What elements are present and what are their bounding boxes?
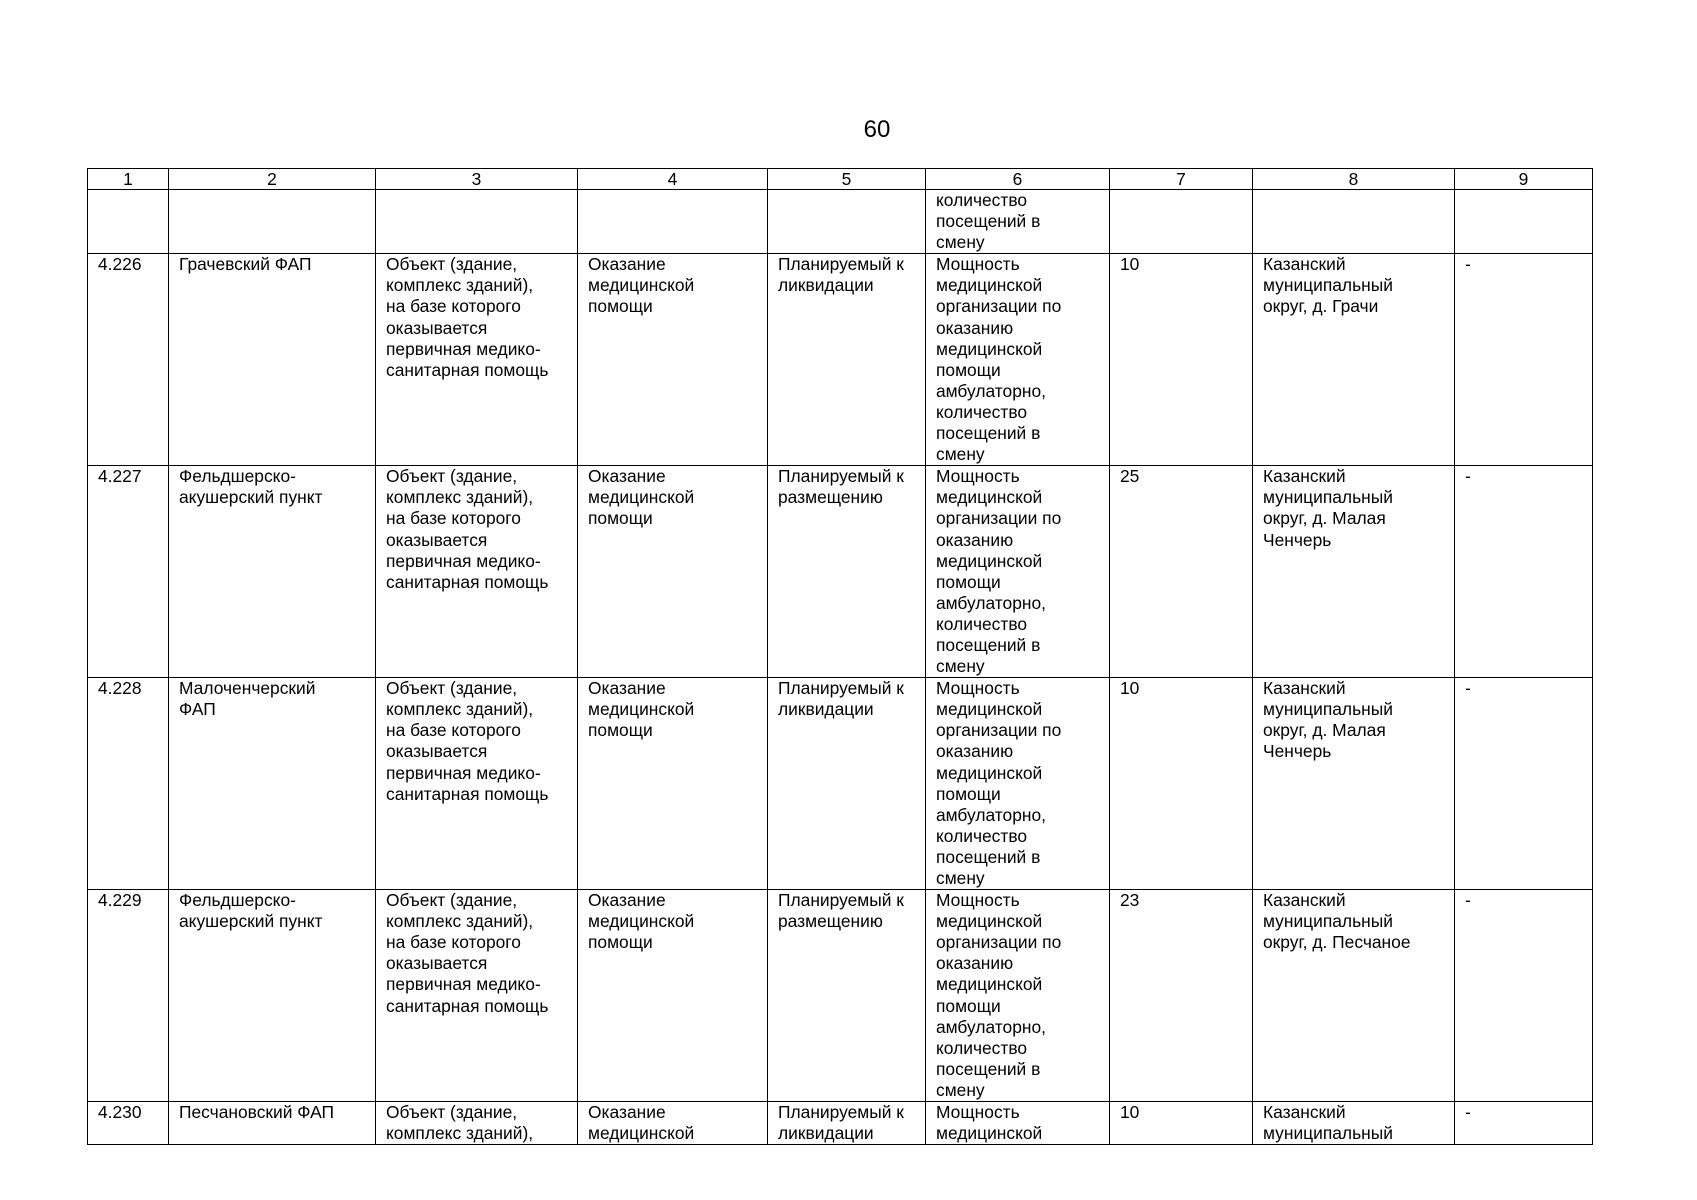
table-cell: - <box>1455 466 1593 678</box>
table-cell: Фельдшерско- акушерский пункт <box>169 890 376 1102</box>
header-cell: 6 <box>926 169 1110 190</box>
table-row <box>88 466 1593 678</box>
table-cell <box>768 190 926 254</box>
table-cell: - <box>1455 254 1593 466</box>
table-cell: Оказание медицинской <box>578 1102 768 1145</box>
table-cell: Объект (здание, комплекс зданий), на базе которого оказывается первичная медико- санитарная помощь <box>376 678 578 890</box>
table-cell <box>376 190 578 254</box>
table-cell: Оказание медицинской помощи <box>578 466 768 678</box>
data-table <box>87 168 1593 1145</box>
table-cell: Казанский муниципальный округ, д. Грачи <box>1253 254 1455 466</box>
table-row <box>88 1102 1593 1145</box>
table-cell: 4.227 <box>88 466 169 678</box>
table-cell: Планируемый к ликвидации <box>768 678 926 890</box>
table-cell: Оказание медицинской помощи <box>578 254 768 466</box>
table-cell: 10 <box>1110 1102 1253 1145</box>
table-cell: 4.226 <box>88 254 169 466</box>
table-cell: - <box>1455 890 1593 1102</box>
table-cell <box>578 190 768 254</box>
table-cell: 10 <box>1110 254 1253 466</box>
table-cell: Объект (здание, комплекс зданий), на базе которого оказывается первичная медико- санитарная помощь <box>376 466 578 678</box>
table-row <box>88 254 1593 466</box>
table-cell: Мощность медицинской организации по оказанию медицинской помощи амбулаторно, количество посещений в смену <box>926 890 1110 1102</box>
table-row <box>88 890 1593 1102</box>
header-cell: 5 <box>768 169 926 190</box>
table-cell: Объект (здание, комплекс зданий), <box>376 1102 578 1145</box>
table-cell: 25 <box>1110 466 1253 678</box>
table-cell: Мощность медицинской организации по оказанию медицинской помощи амбулаторно, количество посещений в смену <box>926 466 1110 678</box>
table-row <box>88 190 1593 254</box>
table-cell: Казанский муниципальный округ, д. Песчаное <box>1253 890 1455 1102</box>
table-cell: Оказание медицинской помощи <box>578 890 768 1102</box>
header-cell: 2 <box>169 169 376 190</box>
table-cell: Мощность медицинской <box>926 1102 1110 1145</box>
table-cell: Грачевский ФАП <box>169 254 376 466</box>
table-cell: Планируемый к ликвидации <box>768 254 926 466</box>
page-number <box>0 116 1697 144</box>
table-cell <box>1455 190 1593 254</box>
table-cell: Мощность медицинской организации по оказанию медицинской помощи амбулаторно, количество посещений в смену <box>926 678 1110 890</box>
table-cell: Малоченчерский ФАП <box>169 678 376 890</box>
table-cell: Казанский муниципальный <box>1253 1102 1455 1145</box>
table-row <box>88 678 1593 890</box>
table-cell: Объект (здание, комплекс зданий), на базе которого оказывается первичная медико- санитарная помощь <box>376 890 578 1102</box>
table-cell: Планируемый к размещению <box>768 890 926 1102</box>
header-cell: 9 <box>1455 169 1593 190</box>
table-cell <box>1110 190 1253 254</box>
table-cell: Фельдшерско- акушерский пункт <box>169 466 376 678</box>
header-cell: 1 <box>88 169 169 190</box>
table-cell: Оказание медицинской помощи <box>578 678 768 890</box>
table-cell: Песчановский ФАП <box>169 1102 376 1145</box>
table-cell: 4.229 <box>88 890 169 1102</box>
table-cell: 23 <box>1110 890 1253 1102</box>
page-number-text: 60 <box>863 116 891 143</box>
table-cell <box>88 190 169 254</box>
table-cell: количество посещений в смену <box>926 190 1110 254</box>
table-cell: Мощность медицинской организации по оказанию медицинской помощи амбулаторно, количество посещений в смену <box>926 254 1110 466</box>
table-cell: - <box>1455 1102 1593 1145</box>
table-cell: Планируемый к ликвидации <box>768 1102 926 1145</box>
table-cell: Казанский муниципальный округ, д. Малая Ченчерь <box>1253 466 1455 678</box>
table-cell: Планируемый к размещению <box>768 466 926 678</box>
header-cell: 3 <box>376 169 578 190</box>
table-cell <box>169 190 376 254</box>
table-cell: Казанский муниципальный округ, д. Малая Ченчерь <box>1253 678 1455 890</box>
table-cell: 10 <box>1110 678 1253 890</box>
header-cell: 4 <box>578 169 768 190</box>
table-header-row <box>88 169 1593 190</box>
table-cell: 4.228 <box>88 678 169 890</box>
header-cell: 7 <box>1110 169 1253 190</box>
table-cell: Объект (здание, комплекс зданий), на базе которого оказывается первичная медико- санитарная помощь <box>376 254 578 466</box>
table-cell <box>1253 190 1455 254</box>
table-cell: - <box>1455 678 1593 890</box>
table-cell: 4.230 <box>88 1102 169 1145</box>
header-cell: 8 <box>1253 169 1455 190</box>
